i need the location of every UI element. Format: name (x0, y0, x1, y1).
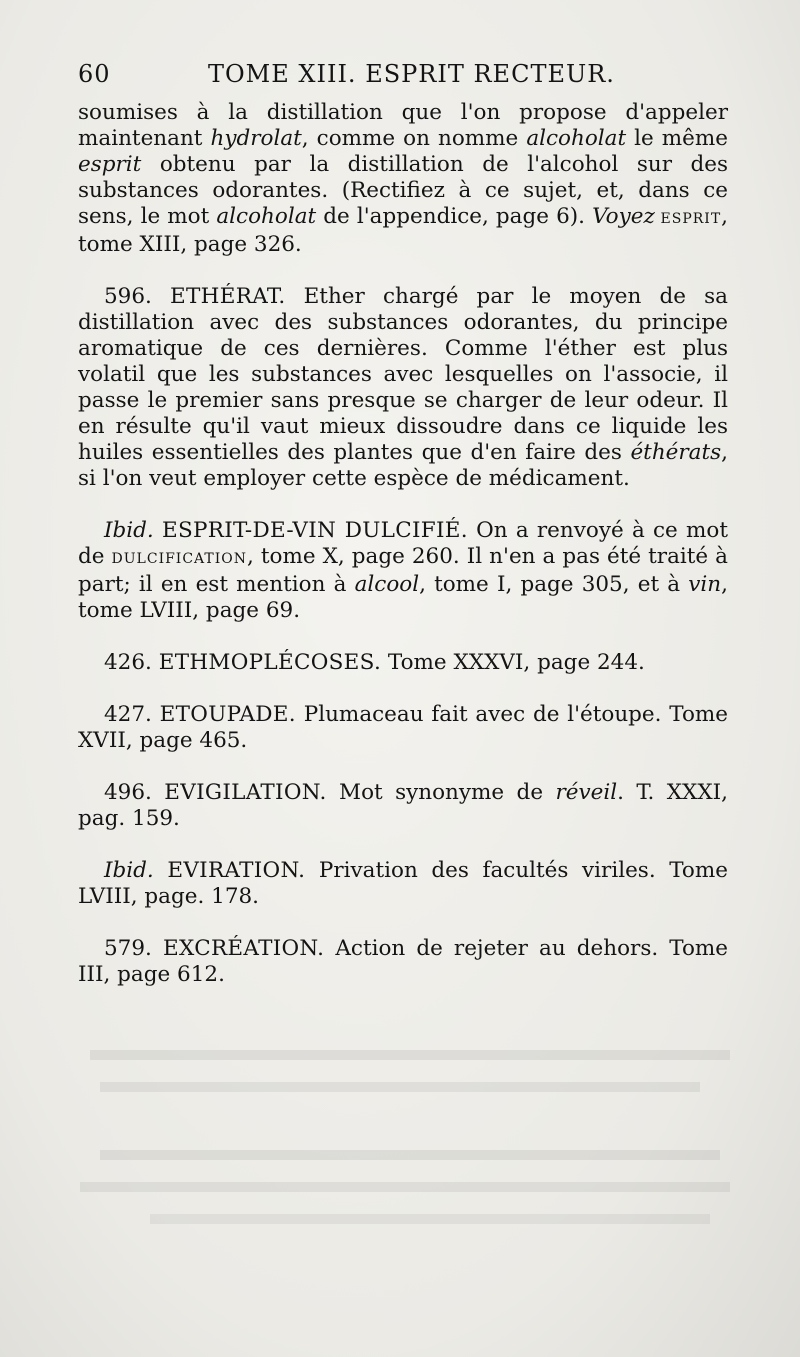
text-run: le même (626, 126, 728, 151)
entry-headword: ETHÉRAT. (170, 284, 286, 309)
italic-run: alcool (354, 572, 420, 597)
italic-run: alcoholat (216, 204, 317, 229)
text-run: soumises à la distillation que l'on propose d'appeler maintenant (78, 100, 728, 151)
entry-headword: EVIGILATION. (164, 780, 327, 805)
text-run: Mot synonyme de (326, 780, 556, 805)
bleed-line (90, 1050, 730, 1060)
entry-etoupade (78, 702, 728, 754)
text-run: Ether chargé par le moyen de sa distillation avec des substances odorantes, du principe aromatique de ces dernières. Comme l'éther est plus volatil que les substances avec lesquelles on l'associe, il passe le premier sans presque se charger de leur odeur. Il en résulte qu'il vaut mieux dissoudre dans ce liquide les huiles essentielles des plantes que d'en faire des (78, 284, 728, 465)
text-run: , tome LVIII, page 69. (78, 572, 728, 623)
entry-number: 427. (104, 702, 152, 727)
bleed-through-lines (60, 1030, 740, 1250)
entry-number: Ibid. (104, 858, 154, 883)
bleed-line (100, 1082, 700, 1092)
italic-run: Voyez (592, 204, 655, 229)
text-run: Privation des facultés viriles. Tome LVIII, page. 178. (78, 858, 728, 909)
text-run: obtenu par la distillation de l'alcohol sur des substances odorantes. (Rectifiez à ce sujet, et, dans ce sens, le mot (78, 152, 728, 229)
entry-etherat (78, 284, 728, 492)
smallcaps-run: DULCIFICATION (111, 551, 247, 567)
text-run: Action de rejeter au dehors. Tome III, page 612. (78, 936, 728, 987)
italic-run: réveil (555, 780, 618, 805)
page-header (78, 60, 728, 100)
text-run: de l'appendice, page 6). (316, 204, 593, 229)
entry-eviration (78, 858, 728, 910)
entry-headword: ETHMOPLÉCOSES. (158, 650, 382, 675)
page-body (78, 100, 728, 1014)
text-run: , tome XIII, page 326. (78, 204, 728, 257)
entry-number: 496. (104, 780, 152, 805)
italic-run: vin (688, 572, 722, 597)
bleed-line (80, 1182, 730, 1192)
text-run: , tome I, page 305, et à (419, 572, 689, 597)
page-number: 60 (78, 60, 111, 88)
entry-number: 596. (104, 284, 152, 309)
entry-number: Ibid. (104, 518, 154, 543)
text-run: Plumaceau fait avec de l'étoupe. Tome XVII, page 465. (78, 702, 728, 753)
running-title: TOME XIII. ESPRIT RECTEUR. (208, 60, 615, 88)
italic-run: hydrolat (210, 126, 302, 151)
bleed-through-texture (60, 1030, 740, 1258)
bleed-line (150, 1214, 710, 1224)
entry-evigilation (78, 780, 728, 832)
entry-headword: ETOUPADE. (159, 702, 296, 727)
bleed-line (100, 1150, 720, 1160)
entry-headword: EXCRÉATION. (162, 936, 325, 961)
entry-excreation (78, 936, 728, 988)
text-run: Tome XXXVI, page 244. (381, 650, 645, 675)
entry-esprit-de-vin (78, 518, 728, 624)
entry-headword: ESPRIT-DE-VIN DULCIFIÉ. (161, 518, 468, 543)
italic-run: esprit (78, 152, 142, 177)
smallcaps-run: ESPRIT (654, 211, 722, 227)
text-run: , tome X, page 260. Il n'en a pas été traité à part; il en est mention à (78, 544, 729, 597)
text-run: , comme on nomme (301, 126, 527, 151)
entry-headword: EVIRATION. (167, 858, 306, 883)
text-run: . T. XXXI, pag. 159. (78, 780, 728, 831)
entry-number: 426. (104, 650, 152, 675)
continuation-paragraph (78, 100, 728, 258)
text-run: , si l'on veut employer cette espèce de médicament. (78, 440, 728, 491)
italic-run: éthérats (630, 440, 722, 465)
italic-run: alcoholat (526, 126, 627, 151)
entry-number: 579. (104, 936, 152, 961)
text-run: On a renvoyé à ce mot de (78, 518, 728, 569)
entry-ethmoplecoses (78, 650, 728, 676)
